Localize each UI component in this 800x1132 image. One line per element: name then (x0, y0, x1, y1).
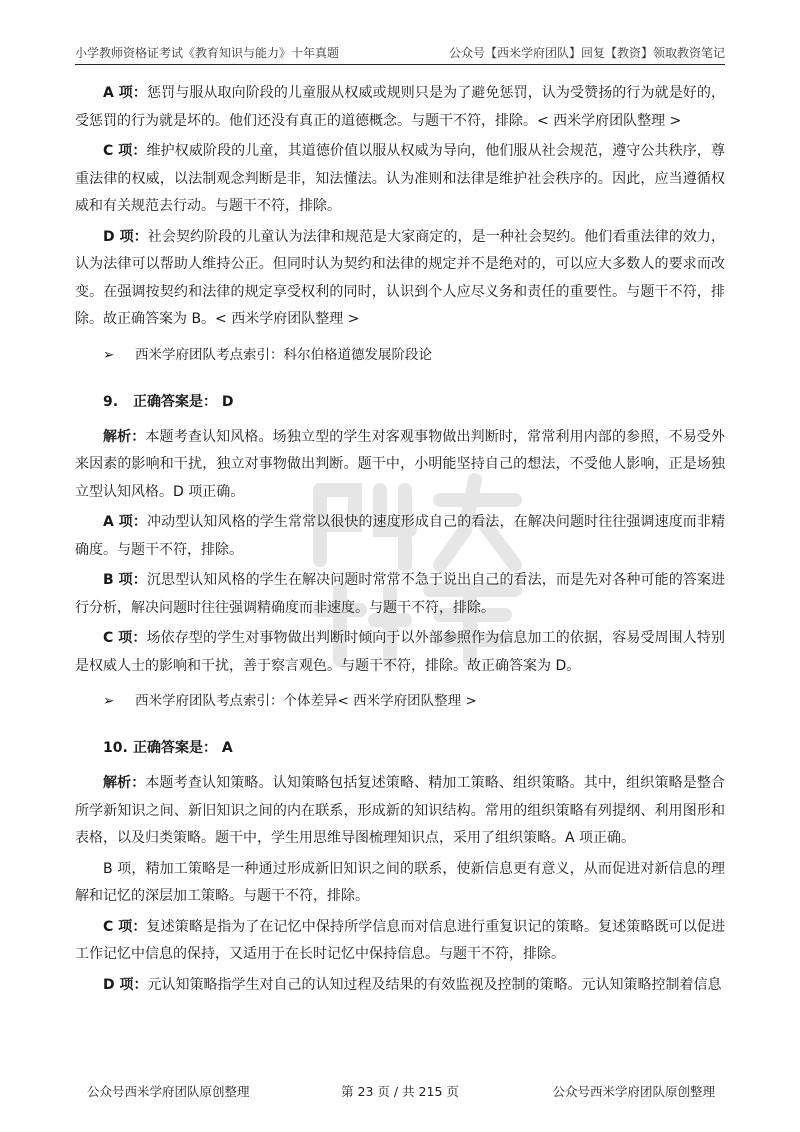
paragraph-text: 沉思型认知风格的学生在解决问题时常常不急于说出自己的看法，而是先对各种可能的答案进行分析，解决问题时往往强调精确度而非速度。与题干不符，排除。 (75, 572, 725, 616)
paragraph-label: D 项： (103, 228, 148, 245)
paragraph-text: 场依存型的学生对事物做出判断时倾向于以外部参照作为信息加工的依据，容易受周围人特别是权威人士的影响和干扰，善于察言观色。与题干不符，排除。故正确答案为 D。 (75, 630, 726, 674)
paragraph-label: C 项： (103, 918, 147, 935)
header-right-text: 公众号【西米学府团队】回复【教资】领取教资笔记 (448, 46, 725, 60)
page-footer (75, 1082, 725, 1102)
key-point-text: 西米学府团队考点索引：个体差异< 西米学府团队整理 > (135, 693, 477, 709)
paragraph (75, 138, 725, 221)
question-number: 9. (103, 393, 119, 410)
answer-heading (103, 735, 725, 762)
paragraph (75, 914, 725, 969)
paragraph (75, 80, 725, 135)
correct-answer-text: 正确答案是： A (133, 740, 233, 756)
arrow-bullet-icon: ➢ (103, 693, 115, 709)
paragraph (75, 424, 725, 507)
paragraph (75, 856, 725, 911)
question-number: 10. (103, 740, 128, 756)
key-point-index (103, 688, 725, 715)
arrow-bullet-icon: ➢ (103, 346, 115, 363)
paragraph-label: A 项： (103, 85, 148, 101)
paragraph-text: 本题考查认知风格。场独立型的学生对客观事物做出判断时，常常利用内部的参照，不易受外来因素的影响和干扰，独立对事物做出判断。题干中，小明能坚持自己的想法，不受他人影响，正是场独立型认知风格。D 项正确。 (75, 428, 726, 500)
paragraph (75, 625, 725, 680)
paragraph (75, 224, 725, 334)
paragraph-label: C 项： (103, 143, 147, 159)
paragraph (75, 509, 725, 564)
paragraph-text: 维护权威阶段的儿童，其道德价值以服从权威为导向，他们服从社会规范，遵守公共秩序，尊重法律的权威，以法制观念判断是非，知法懂法。认为准则和法律是维护社会秩序的。因此，应当遵循权威和有关规范去行动。与题干不符，排除。 (75, 143, 726, 214)
paragraph-label: A 项： (103, 514, 148, 530)
paragraph-label: B 项： (103, 572, 147, 588)
footer-left-text: 公众号西米学府团队原创整理 (87, 1084, 250, 1099)
paragraph-text: 社会契约阶段的儿童认为法律和规范是大家商定的，是一种社会契约。他们看重法律的效力，认为法律可以帮助人维持公正。但同时认为契约和法律的规定并不是绝对的，可以应大多数人的要求而改变。在强调按契约和法律的规定享受权利的同时，认识到个人应尽义务和责任的重要性。与题干不符，排除。故正确答案为 B。< 西米学府团队整理 > (75, 228, 726, 327)
paragraph (75, 770, 725, 853)
paragraph-label: C 项： (103, 630, 147, 646)
paragraph-label: 解析： (103, 775, 146, 791)
paragraph (75, 567, 725, 622)
paragraph-text: 复述策略是指为了在记忆中保持所学信息而对信息进行重复识记的策略。复述策略既可以促进工作记忆中信息的保持，又适用于在长时记忆中保持信息。与题干不符，排除。 (75, 918, 726, 962)
paragraph-text: 本题考查认知策略。认知策略包括复述策略、精加工策略、组织策略。其中，组织策略是整合所学新知识之间、新旧知识之间的内在联系，形成新的知识结构。常用的组织策略有列提纲、利用图形和表格，以及归类策略。题干中，学生用思维导图梳理知识点，采用了组织策略。A 项正确。 (75, 775, 726, 846)
correct-answer-text: 正确答案是： D (133, 393, 234, 410)
paragraph (75, 972, 725, 1000)
paragraph-label: 解析： (103, 428, 146, 445)
key-point-index (103, 342, 725, 369)
paragraph-text: 元认知策略指学生对自己的认知过程及结果的有效监视及控制的策略。元认知策略控制着信息 (147, 976, 722, 993)
page-number: 第 23 页 / 共 215 页 (341, 1084, 459, 1099)
paragraph-text: 冲动型认知风格的学生常常以很快的速度形成自己的看法，在解决问题时往往强调速度而非精确度。与题干不符，排除。 (75, 514, 725, 558)
paragraph-label: D 项： (103, 976, 148, 993)
paragraph-text: 惩罚与服从取向阶段的儿童服从权威或规则只是为了避免惩罚，认为受赞扬的行为就是好的，受惩罚的行为就是坏的。他们还没有真正的道德概念。与题干不符，排除。< 西米学府团队整理 > (75, 85, 725, 129)
paragraph-text: B 项，精加工策略是一种通过形成新旧知识之间的联系，使新信息更有意义，从而促进对新信息的理解和记忆的深层加工策略。与题干不符，排除。 (75, 860, 725, 904)
page-header (75, 44, 725, 65)
document-body (75, 80, 725, 1002)
header-left-text: 小学教师资格证考试《教育知识与能力》十年真题 (75, 46, 340, 60)
key-point-text: 西米学府团队考点索引：科尔伯格道德发展阶段论 (135, 346, 432, 363)
footer-right-text: 公众号西米学府团队原创整理 (552, 1084, 715, 1099)
answer-heading (103, 389, 725, 416)
